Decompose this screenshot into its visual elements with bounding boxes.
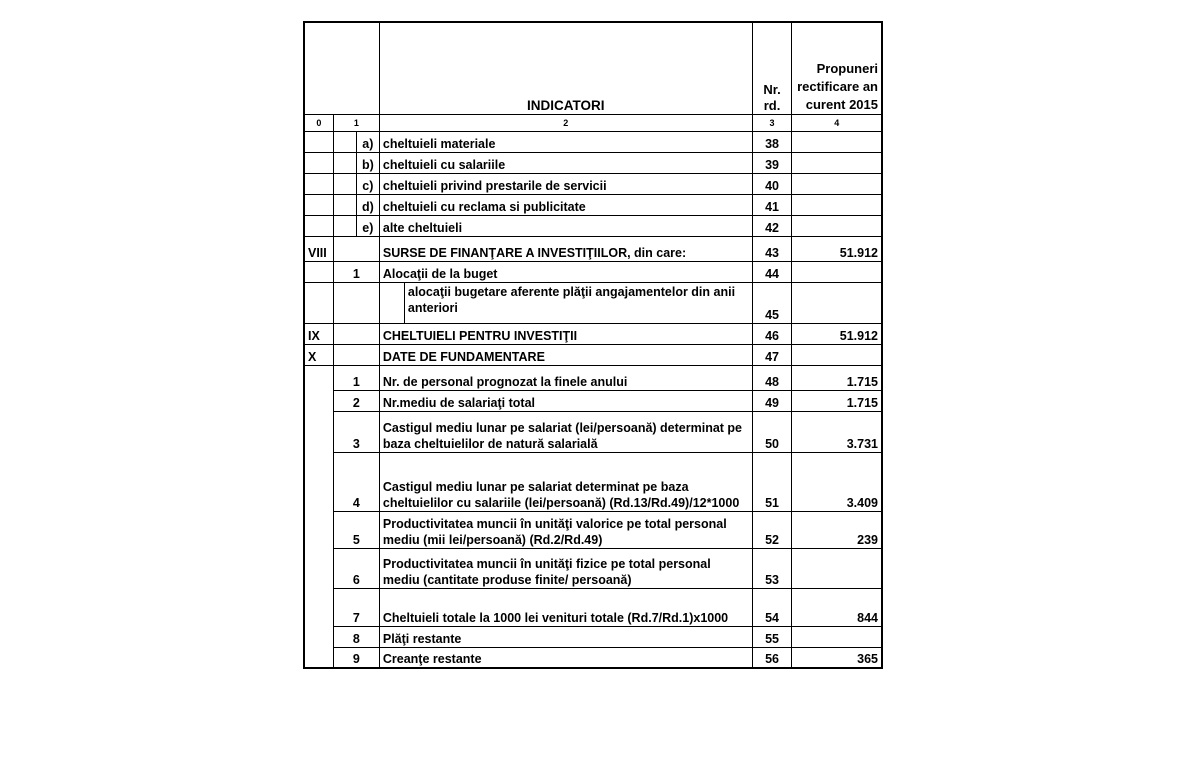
row-value (792, 152, 882, 173)
row-value: 3.731 (792, 411, 882, 452)
row-index: 2 (333, 390, 379, 411)
table-row (304, 626, 882, 647)
row-number: 47 (752, 344, 792, 365)
row-number: 46 (752, 323, 792, 344)
row-value: 239 (792, 511, 882, 548)
row-value (792, 344, 882, 365)
row-roman: IX (304, 323, 333, 344)
table-row (304, 236, 882, 261)
row-label: SURSE DE FINANŢARE A INVESTIŢIILOR, din care: (379, 236, 752, 261)
row-number: 51 (752, 452, 792, 511)
table-row (304, 548, 882, 588)
row-index: 8 (333, 626, 379, 647)
row-label: Cheltuieli totale la 1000 lei venituri totale (Rd.7/Rd.1)x1000 (379, 588, 752, 626)
row-index: 5 (333, 511, 379, 548)
row-label: cheltuieli privind prestarile de servicii (379, 173, 752, 194)
row-value (792, 131, 882, 152)
table-row (304, 261, 882, 282)
row-number: 45 (752, 282, 792, 323)
row-number: 48 (752, 365, 792, 390)
row-number: 41 (752, 194, 792, 215)
table-row (304, 215, 882, 236)
row-index (333, 344, 379, 365)
row-number: 52 (752, 511, 792, 548)
row-index: 3 (333, 411, 379, 452)
row-label: Castigul mediu lunar pe salariat (lei/persoană) determinat pe baza cheltuielilor de natură salarială (379, 411, 752, 452)
row-blank (333, 131, 356, 152)
row-blank (333, 215, 356, 236)
table-row (304, 323, 882, 344)
row-number: 42 (752, 215, 792, 236)
row-label: Creanţe restante (379, 647, 752, 668)
row-number: 56 (752, 647, 792, 668)
row-roman (304, 365, 333, 668)
row-blank (333, 152, 356, 173)
row-label: DATE DE FUNDAMENTARE (379, 344, 752, 365)
row-value: 51.912 (792, 236, 882, 261)
table-row (304, 452, 882, 511)
row-index: 1 (333, 261, 379, 282)
header-blank (304, 22, 379, 114)
row-label: CHELTUIELI PENTRU INVESTIŢII (379, 323, 752, 344)
row-label: cheltuieli cu reclama si publicitate (379, 194, 752, 215)
table-row (304, 588, 882, 626)
row-number: 49 (752, 390, 792, 411)
row-roman (304, 152, 333, 173)
row-label: alte cheltuieli (379, 215, 752, 236)
row-value (792, 194, 882, 215)
header-propuneri: Propuneri rectificare an curent 2015 (792, 22, 882, 114)
row-number: 55 (752, 626, 792, 647)
row-number: 43 (752, 236, 792, 261)
row-number: 54 (752, 588, 792, 626)
col-index-2: 2 (379, 114, 752, 131)
row-index: 4 (333, 452, 379, 511)
table-row (304, 194, 882, 215)
table-row (304, 282, 882, 323)
row-label: cheltuieli cu salariile (379, 152, 752, 173)
table-row (304, 365, 882, 390)
table-row (304, 131, 882, 152)
indent-spacer (380, 283, 405, 323)
row-value (792, 261, 882, 282)
row-label: cheltuieli materiale (379, 131, 752, 152)
row-roman (304, 215, 333, 236)
col-index-1: 1 (333, 114, 379, 131)
row-roman (304, 131, 333, 152)
row-index: 7 (333, 588, 379, 626)
row-label: alocaţii bugetare aferente plăţii angajamentelor din anii anteriori (407, 284, 736, 315)
row-roman (304, 282, 333, 323)
row-label-cell (379, 282, 752, 323)
row-index (333, 323, 379, 344)
row-label: Castigul mediu lunar pe salariat determinat pe baza cheltuielilor cu salariile (lei/persoană) (Rd.13/Rd.49)/12*1000 (379, 452, 752, 511)
row-value: 1.715 (792, 390, 882, 411)
indicators-table (303, 21, 883, 669)
table-row (304, 647, 882, 668)
row-number: 53 (752, 548, 792, 588)
row-letter: e) (356, 215, 379, 236)
header-nr-rd: Nr. rd. (752, 22, 792, 114)
row-roman (304, 194, 333, 215)
row-value (792, 548, 882, 588)
table-row (304, 152, 882, 173)
col-index-4: 4 (792, 114, 882, 131)
table-row (304, 173, 882, 194)
row-blank (333, 194, 356, 215)
row-label: Productivitatea muncii în unităţi fizice pe total personal mediu (cantitate produse finite/ persoană) (379, 548, 752, 588)
row-value (792, 173, 882, 194)
row-index: 6 (333, 548, 379, 588)
row-value (792, 282, 882, 323)
row-index: 1 (333, 365, 379, 390)
row-value (792, 215, 882, 236)
row-letter: c) (356, 173, 379, 194)
row-roman: X (304, 344, 333, 365)
row-letter: b) (356, 152, 379, 173)
row-value: 844 (792, 588, 882, 626)
row-index: 9 (333, 647, 379, 668)
row-value: 365 (792, 647, 882, 668)
row-value: 51.912 (792, 323, 882, 344)
row-label: Alocaţii de la buget (379, 261, 752, 282)
row-value: 3.409 (792, 452, 882, 511)
col-index-3: 3 (752, 114, 792, 131)
table-row (304, 511, 882, 548)
header-indicatori: INDICATORI (379, 22, 752, 114)
row-letter: d) (356, 194, 379, 215)
row-blank (333, 173, 356, 194)
row-index (333, 282, 379, 323)
row-number: 50 (752, 411, 792, 452)
col-index-0: 0 (304, 114, 333, 131)
row-letter: a) (356, 131, 379, 152)
row-blank (333, 236, 379, 261)
table-row (304, 411, 882, 452)
row-number: 38 (752, 131, 792, 152)
row-roman (304, 173, 333, 194)
row-label: Plăţi restante (379, 626, 752, 647)
row-value: 1.715 (792, 365, 882, 390)
row-number: 40 (752, 173, 792, 194)
row-roman: VIII (304, 236, 333, 261)
table-row (304, 344, 882, 365)
row-label: Nr.mediu de salariaţi total (379, 390, 752, 411)
column-index-row (304, 114, 882, 131)
row-number: 39 (752, 152, 792, 173)
table-row (304, 390, 882, 411)
row-label: Nr. de personal prognozat la finele anului (379, 365, 752, 390)
row-label: Productivitatea muncii în unităţi valorice pe total personal mediu (mii lei/persoană) (Rd.2/Rd.49) (379, 511, 752, 548)
row-roman (304, 261, 333, 282)
row-value (792, 626, 882, 647)
header-row (304, 22, 882, 114)
row-number: 44 (752, 261, 792, 282)
